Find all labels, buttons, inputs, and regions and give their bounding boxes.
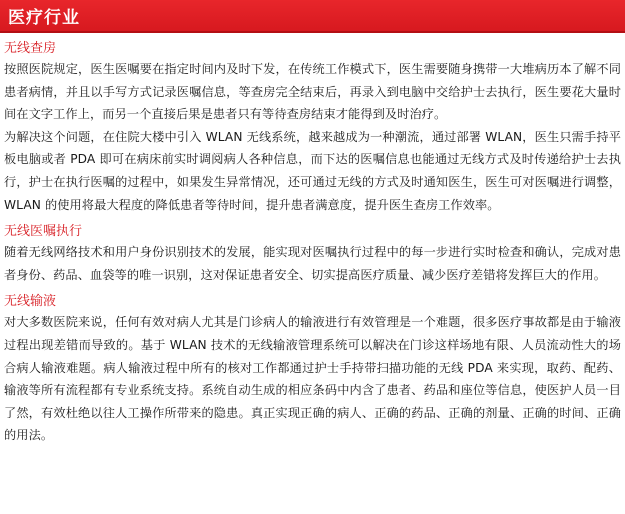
section-wireless-order-execution xyxy=(4,222,621,286)
section-wireless-rounds xyxy=(4,39,621,216)
paragraph: 为解决这个问题，在住院大楼中引入 WLAN 无线系统，越来越成为一种潮流，通过部署 WLAN，医生只需手持平板电脑或者 PDA 即可在病床前实时调阅病人各种信息，而下达的医嘱信息也能通过无线方式及时传递给护士去执行，护士在执行医嘱的过程中，如果发生异常情况，还可通过无线的方式及时通知医生，医生可对医嘱进行调整，WLAN 的使用将最大程度的降低患者等待时间，提升患者满意度，提升医生查房工作效率。 xyxy=(4,129,621,212)
paragraph: 按照医院规定，医生医嘱要在指定时间内及时下发，在传统工作模式下，医生需要随身携带一大堆病历本了解不同患者病情，并且以手写方式记录医嘱信息，等查房完全结束后，再录入到电脑中交给护士去执行，医生要花大量时间在文字工作上，而另一个直接后果是患者只有等待查房结束才能得到及时治疗。 xyxy=(4,62,621,122)
section-heading: 无线医嘱执行 xyxy=(4,224,83,240)
title-bar xyxy=(0,0,625,33)
section-heading: 无线输液 xyxy=(4,294,57,310)
section-heading: 无线查房 xyxy=(4,41,57,56)
paragraph: 对大多数医院来说，任何有效对病人尤其是门诊病人的输液进行有效管理是一个难题，很多医疗事故都是由于输液过程出现差错而导致的。基于 WLAN 技术的无线输液管理系统可以解决在门诊这样场地有限、人员流动性大的场合病人输液难题。病人输液过程中所有的核对工作都通过护士手持带扫描功能的无线 PDA 来实现，取药、配药、输液等所有流程都有专业系统支持。系统自动生成的相应条码中内含了患者、药品和座位等信息，使医护人员一目了然，有效杜绝以往人工操作所带来的隐患。真正实现正确的病人、正确的药品、正确的剂量、正确的时间、正确的用法。 xyxy=(4,315,621,443)
page-title: 医疗行业 xyxy=(8,8,80,28)
section-wireless-infusion xyxy=(4,292,621,447)
content xyxy=(0,33,625,447)
paragraph: 随着无线网络技术和用户身份识别技术的发展，能实现对医嘱执行过程中的每一步进行实时检查和确认，完成对患者身份、药品、血袋等的唯一识别，这对保证患者安全、切实提高医疗质量、减少医疗差错将发挥巨大的作用。 xyxy=(4,245,621,282)
